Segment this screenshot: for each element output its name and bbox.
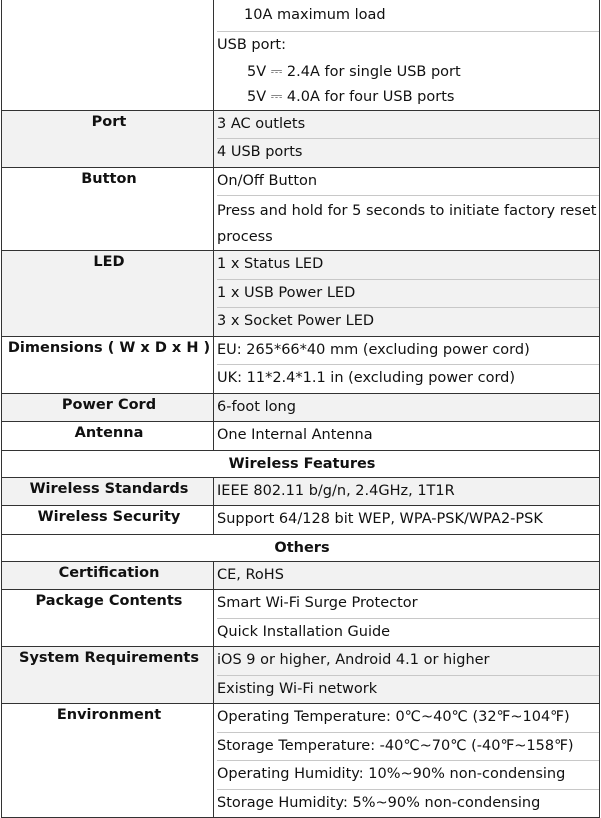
spec-value — [214, 393, 600, 422]
spec-label: Wireless Standards — [2, 477, 214, 506]
spec-value-line: iOS 9 or higher, Android 4.1 or higher — [217, 652, 490, 668]
table-row — [2, 167, 600, 251]
spec-value — [214, 422, 600, 451]
spec-value-line: Support 64/128 bit WEP, WPA-PSK/WPA2-PSK — [217, 511, 543, 527]
spec-table — [1, 0, 600, 818]
spec-value-line: IEEE 802.11 b/g/n, 2.4GHz, 1T1R — [217, 482, 455, 499]
spec-value — [214, 561, 600, 590]
spec-label: Button — [2, 167, 214, 251]
spec-value-line: 6-foot long — [217, 398, 296, 415]
section-row — [2, 450, 600, 477]
spec-value-line: Storage Temperature: -40℃~70℃ (-40℉~158℉) — [217, 732, 599, 761]
spec-value-line: Operating Humidity: 10%~90% non-condensing — [217, 760, 599, 789]
spec-label-empty — [2, 0, 214, 110]
spec-value-line: 5V ⎓ 4.0A for four USB ports — [247, 88, 455, 105]
spec-label: Environment — [2, 704, 214, 818]
spec-value-line: EU: 265*66*40 mm (excluding power cord) — [217, 341, 530, 358]
table-row — [2, 506, 600, 535]
spec-label: Certification — [2, 561, 214, 590]
spec-label: LED — [2, 251, 214, 337]
spec-value — [214, 506, 600, 535]
spec-label: Wireless Security — [2, 506, 214, 535]
table-row — [2, 647, 600, 704]
spec-label: Package Contents — [2, 590, 214, 647]
spec-label: System Requirements — [2, 647, 214, 704]
spec-value-line: 5V ⎓ 2.4A for single USB port — [247, 63, 461, 80]
section-row — [2, 534, 600, 561]
spec-label: Dimensions ( W x D x H ) — [2, 336, 214, 393]
spec-value-line: 10A maximum load — [244, 7, 386, 23]
spec-value — [214, 704, 600, 818]
spec-value-line: 1 x Status LED — [217, 256, 324, 272]
spec-value — [214, 167, 600, 251]
spec-value-line: Quick Installation Guide — [217, 618, 599, 647]
spec-value — [214, 0, 600, 110]
table-row — [2, 477, 600, 506]
spec-label: Antenna — [2, 422, 214, 451]
table-row — [2, 422, 600, 451]
spec-value-line: Storage Humidity: 5%~90% non-condensing — [217, 789, 599, 818]
table-row — [2, 393, 600, 422]
spec-value-line: USB port: — [217, 31, 599, 60]
spec-value-line: One Internal Antenna — [217, 427, 373, 443]
spec-value — [214, 251, 600, 337]
table-row — [2, 561, 600, 590]
spec-value — [214, 477, 600, 506]
spec-value-line: CE, RoHS — [217, 566, 284, 583]
table-row — [2, 0, 600, 110]
spec-label: Power Cord — [2, 393, 214, 422]
section-heading-wireless: Wireless Features — [2, 450, 600, 477]
spec-value-line: Press and hold for 5 seconds to initiate factory reset process — [217, 195, 599, 250]
table-row — [2, 110, 600, 167]
section-heading-others: Others — [2, 534, 600, 561]
spec-value-line: Operating Temperature: 0℃~40℃ (32℉~104℉) — [217, 709, 570, 725]
table-row — [2, 251, 600, 337]
spec-value-line: Existing Wi-Fi network — [217, 675, 599, 704]
spec-value-line: 4 USB ports — [217, 138, 599, 167]
spec-value-line: 3 AC outlets — [217, 115, 306, 132]
table-row — [2, 336, 600, 393]
spec-value-line: UK: 11*2.4*1.1 in (excluding power cord) — [217, 364, 599, 393]
spec-value-line: 1 x USB Power LED — [217, 279, 599, 308]
spec-value-line: Smart Wi-Fi Surge Protector — [217, 595, 418, 611]
spec-value — [214, 647, 600, 704]
table-row — [2, 590, 600, 647]
table-row — [2, 704, 600, 818]
spec-label: Port — [2, 110, 214, 167]
spec-value — [214, 110, 600, 167]
spec-value-line: On/Off Button — [217, 172, 318, 189]
spec-value-line: 3 x Socket Power LED — [217, 307, 599, 336]
spec-value — [214, 590, 600, 647]
spec-value — [214, 336, 600, 393]
